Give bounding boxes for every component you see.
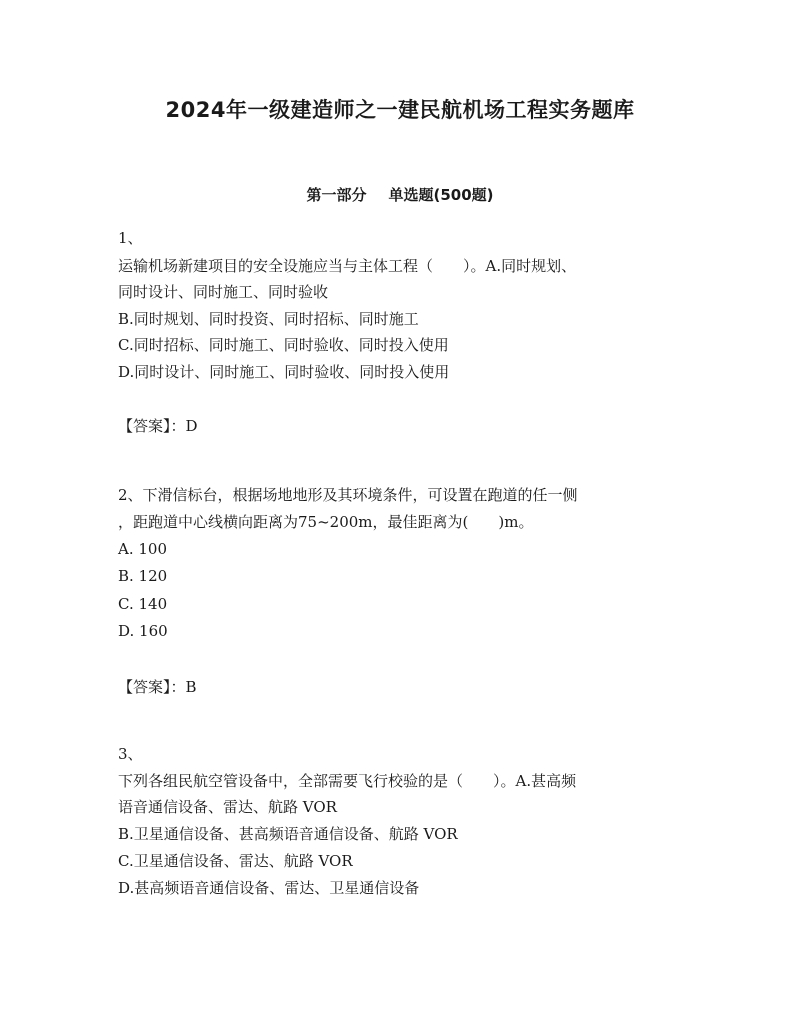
question-stem-line: ，距跑道中心线横向距离为75~200m，最佳距离为( )m。 [118, 513, 534, 531]
section-heading [0, 184, 800, 205]
section-name: 单选题(500题) [388, 186, 494, 204]
option-b: B.卫星通信设备、甚高频语音通信设备、航路 VOR [118, 825, 458, 843]
option-d: D. 160 [118, 622, 168, 640]
section-part: 第一部分 [306, 186, 367, 204]
question-stem-line: 2、下滑信标台，根据场地地形及其环境条件，可设置在跑道的任一侧 [118, 486, 578, 504]
option-b: B. 120 [118, 567, 168, 585]
question-number: 3、 [118, 745, 143, 763]
answer: 【答案】：B [118, 678, 197, 696]
option-d: D.甚高频语音通信设备、雷达、卫星通信设备 [118, 879, 420, 897]
option-c: C.卫星通信设备、雷达、航路 VOR [118, 852, 353, 870]
answer: 【答案】：D [118, 417, 198, 435]
question-number: 1、 [118, 229, 143, 247]
option-d: D.同时设计、同时施工、同时验收、同时投入使用 [118, 363, 450, 381]
question-stem-line: 运输机场新建项目的安全设施应当与主体工程（ ）。A.同时规划、 [118, 257, 577, 275]
question-stem-line: 同时设计、同时施工、同时验收 [118, 283, 329, 301]
option-b: B.同时规划、同时投资、同时招标、同时施工 [118, 310, 419, 328]
document-title: 2024年一级建造师之一建民航机场工程实务题库 [165, 98, 635, 122]
option-a: A. 100 [118, 540, 167, 558]
question-stem-line: 下列各组民航空管设备中，全部需要飞行校验的是（ ）。A.甚高频 [118, 772, 577, 790]
option-c: C. 140 [118, 595, 168, 613]
option-c: C.同时招标、同时施工、同时验收、同时投入使用 [118, 336, 449, 354]
question-stem-line: 语音通信设备、雷达、航路 VOR [118, 798, 337, 816]
